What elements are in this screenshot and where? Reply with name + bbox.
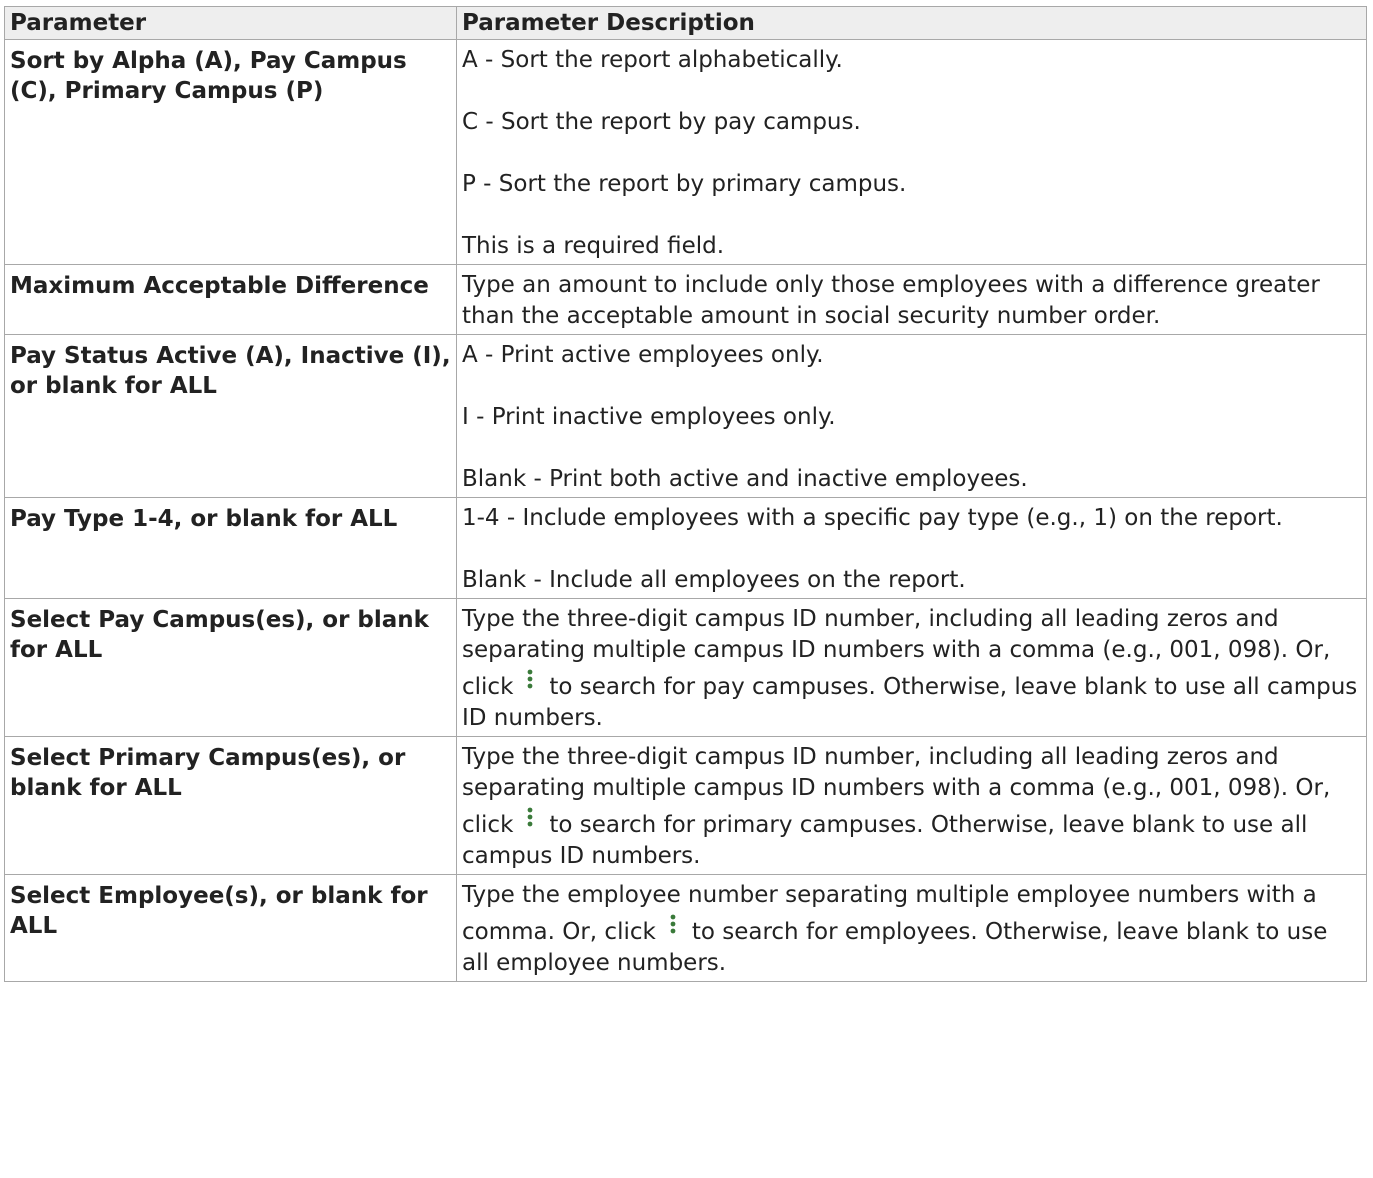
description-text-before-icon: Type the three-digit campus ID number, including all leading zeros and separating multiple campus ID numbers with a comma (e.g., 001, 098). Or, click bbox=[462, 744, 1331, 838]
description-paragraph: I - Print inactive employees only. bbox=[462, 404, 836, 430]
vertical-ellipsis-icon[interactable] bbox=[517, 666, 543, 696]
table-row bbox=[5, 265, 1367, 335]
description-paragraph: A - Print active employees only. bbox=[462, 342, 824, 368]
parameter-name: Select Pay Campus(es), or blank for ALL bbox=[5, 599, 457, 737]
description-paragraph: 1-4 - Include employees with a specific pay type (e.g., 1) on the report. bbox=[462, 505, 1283, 531]
description-paragraph: Blank - Print both active and inactive employees. bbox=[462, 466, 1028, 492]
table-row bbox=[5, 498, 1367, 599]
description-paragraph: P - Sort the report by primary campus. bbox=[462, 171, 907, 197]
description-text-before-icon: Type the employee number separating multiple employee numbers with a comma. Or, click bbox=[462, 882, 1317, 945]
vertical-ellipsis-icon[interactable] bbox=[660, 911, 686, 941]
parameter-description bbox=[457, 599, 1367, 737]
parameter-description bbox=[457, 40, 1367, 265]
parameter-name: Select Employee(s), or blank for ALL bbox=[5, 875, 457, 982]
description-text-after-icon: to search for pay campuses. Otherwise, leave blank to use all campus ID numbers. bbox=[462, 674, 1358, 731]
table-row bbox=[5, 875, 1367, 982]
parameter-name: Maximum Acceptable Difference bbox=[5, 265, 457, 335]
description-paragraph: Blank - Include all employees on the report. bbox=[462, 567, 966, 593]
parameter-description bbox=[457, 737, 1367, 875]
description-text-after-icon: to search for primary campuses. Otherwise, leave blank to use all campus ID numbers. bbox=[462, 812, 1308, 869]
table-row bbox=[5, 40, 1367, 265]
parameter-name: Select Primary Campus(es), or blank for ALL bbox=[5, 737, 457, 875]
table-row bbox=[5, 599, 1367, 737]
parameter-description bbox=[457, 265, 1367, 335]
description-text-before-icon: Type the three-digit campus ID number, including all leading zeros and separating multiple campus ID numbers with a comma (e.g., 001, 098). Or, click bbox=[462, 606, 1331, 700]
parameter-name: Sort by Alpha (A), Pay Campus (C), Primary Campus (P) bbox=[5, 40, 457, 265]
parameter-table bbox=[4, 6, 1367, 982]
description-paragraph: This is a required field. bbox=[462, 233, 725, 259]
table-row bbox=[5, 737, 1367, 875]
vertical-ellipsis-icon[interactable] bbox=[517, 804, 543, 834]
description-text-after-icon: to search for employees. Otherwise, leave blank to use all employee numbers. bbox=[462, 919, 1328, 976]
parameter-description bbox=[457, 335, 1367, 498]
parameter-description bbox=[457, 875, 1367, 982]
description-paragraph: C - Sort the report by pay campus. bbox=[462, 109, 861, 135]
parameter-description bbox=[457, 498, 1367, 599]
column-header-parameter: Parameter bbox=[5, 7, 457, 40]
parameter-name: Pay Status Active (A), Inactive (I), or blank for ALL bbox=[5, 335, 457, 498]
table-row bbox=[5, 335, 1367, 498]
parameter-name: Pay Type 1-4, or blank for ALL bbox=[5, 498, 457, 599]
description-paragraph: Type an amount to include only those employees with a difference greater than the acceptable amount in social security number order. bbox=[462, 272, 1320, 329]
description-paragraph: A - Sort the report alphabetically. bbox=[462, 47, 843, 73]
column-header-description: Parameter Description bbox=[457, 7, 1367, 40]
table-header-row bbox=[5, 7, 1367, 40]
